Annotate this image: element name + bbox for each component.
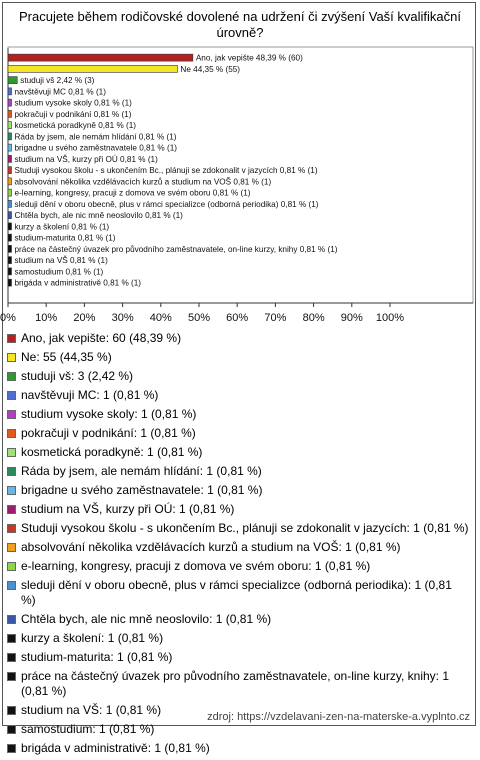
bar xyxy=(8,110,12,117)
legend-label: studium vysoke skoly: 1 (0,81 %) xyxy=(21,407,197,421)
bar-label: kurzy a školení 0,81 % (1) xyxy=(14,222,110,232)
legend-swatch xyxy=(7,581,16,590)
legend-swatch xyxy=(7,615,16,624)
legend-label: absolvování několika vzdělávacích kurzů a studium na VOŠ: 1 (0,81 %) xyxy=(21,540,401,554)
legend-swatch xyxy=(7,653,16,662)
legend-swatch xyxy=(7,706,16,715)
legend-swatch xyxy=(7,524,16,533)
bar-label: studium na VŠ, kurzy při OÚ 0,81 % (1) xyxy=(14,154,158,164)
legend-label: e-learning, kongresy, pracuji z domova ve svém oboru: 1 (0,81 %) xyxy=(21,559,371,573)
legend-item xyxy=(7,388,469,403)
bar-label: Studuji vysokou školu - s ukončením Bc., plánuji se zdokonalit v jazycích 0,81 % (1) xyxy=(14,166,318,176)
bar xyxy=(8,200,12,207)
legend-item xyxy=(7,578,469,608)
legend-label: pokračuji v podnikání: 1 (0,81 %) xyxy=(21,426,196,440)
legend-swatch xyxy=(7,672,16,681)
legend-label: kosmetická poradkyně: 1 (0,81 %) xyxy=(21,445,203,459)
legend-label: Ano, jak vepište: 60 (48,39 %) xyxy=(21,331,182,345)
x-tick-label: 40% xyxy=(149,312,172,324)
bar-chart xyxy=(0,0,480,330)
bar-label: studium-maturita 0,81 % (1) xyxy=(14,233,116,243)
legend-label: Chtěla bych, ale nic mně neoslovilo: 1 (0,81 %) xyxy=(21,612,272,626)
legend-swatch xyxy=(7,562,16,571)
legend-swatch xyxy=(7,744,16,753)
bar xyxy=(8,212,12,219)
bar xyxy=(8,99,12,106)
bar-label: Chtěla bych, ale nic mně neoslovilo 0,81 % (1) xyxy=(14,211,183,221)
legend-swatch xyxy=(7,429,16,438)
bar xyxy=(8,122,12,129)
x-tick-label: 100% xyxy=(375,312,405,324)
x-tick-label: 60% xyxy=(226,312,249,324)
legend-swatch xyxy=(7,353,16,362)
bar-label: absolvování několika vzdělávacích kurzů a studium na VOŠ 0,81 % (1) xyxy=(14,177,272,187)
bar-label: brigadne u svého zaměstnavatele 0,81 % (1) xyxy=(14,143,177,153)
x-tick-label: 0% xyxy=(0,312,16,324)
bar xyxy=(8,65,177,72)
bar-label: samostudium 0,81 % (1) xyxy=(14,267,104,277)
bar-label: studuji vš 2,42 % (3) xyxy=(20,76,95,86)
bar xyxy=(8,268,12,275)
legend-item xyxy=(7,407,469,422)
legend-swatch xyxy=(7,334,16,343)
legend-item xyxy=(7,521,469,536)
legend-item xyxy=(7,502,469,517)
bar-label: práce na částečný úvazek pro původního zaměstnavatele, on-line kurzy, knihy 0,81 % (1) xyxy=(14,244,338,254)
bar xyxy=(8,234,12,241)
legend-swatch xyxy=(7,543,16,552)
legend-swatch xyxy=(7,467,16,476)
bar xyxy=(8,133,12,140)
legend-label: studium-maturita: 1 (0,81 %) xyxy=(21,650,173,664)
bar xyxy=(8,279,12,286)
bar-label: navštěvuji MC 0,81 % (1) xyxy=(14,87,106,97)
bar xyxy=(8,223,12,230)
bar xyxy=(8,88,12,95)
bar-label: studium na VŠ 0,81 % (1) xyxy=(14,256,108,266)
legend-swatch xyxy=(7,486,16,495)
legend-swatch xyxy=(7,448,16,457)
bar-label: e-learning, kongresy, pracuji z domova ve svém oboru 0,81 % (1) xyxy=(14,188,251,198)
bar xyxy=(8,77,17,84)
legend-item xyxy=(7,650,469,665)
x-tick-label: 30% xyxy=(111,312,134,324)
legend-label: brigáda v administrativě: 1 (0,81 %) xyxy=(21,741,210,755)
bar-label: brigáda v administrativě 0,81 % (1) xyxy=(14,278,142,288)
legend-item xyxy=(7,483,469,498)
x-tick-label: 70% xyxy=(264,312,287,324)
legend-item xyxy=(7,350,469,365)
legend-item xyxy=(7,426,469,441)
legend-label: navštěvuji MC: 1 (0,81 %) xyxy=(21,388,159,402)
legend-label: sleduji dění v oboru obecně, plus v rámci specializce (odborná periodika): 1 (0,81 %) xyxy=(21,578,452,607)
legend-item xyxy=(7,445,469,460)
legend-label: Studuji vysokou školu - s ukončením Bc., plánuji se zdokonalit v jazycích: 1 (0,81 %) xyxy=(21,521,469,535)
legend-item xyxy=(7,464,469,479)
bar xyxy=(8,245,12,252)
x-tick-label: 20% xyxy=(73,312,96,324)
bar xyxy=(8,178,12,185)
bar-label: kosmetická poradkyně 0,81 % (1) xyxy=(14,121,137,131)
chart-title: Pracujete během rodičovské dovolené na udržení či zvýšení Vaší kvalifikační úrovně? xyxy=(19,9,461,40)
legend-label: samostudium: 1 (0,81 %) xyxy=(21,722,155,736)
legend-label: kurzy a školení: 1 (0,81 %) xyxy=(21,631,164,645)
legend-label: studium na VŠ: 1 (0,81 %) xyxy=(21,703,162,717)
legend-label: Ráda by jsem, ale nemám hlídání: 1 (0,81 %) xyxy=(21,464,262,478)
legend-item xyxy=(7,331,469,346)
legend-item xyxy=(7,540,469,555)
legend-item xyxy=(7,369,469,384)
bar-label: Ne 44,35 % (55) xyxy=(180,64,241,74)
source-link[interactable]: zdroj: https://vzdelavani-zen-na-materske-a.vyplnto.cz xyxy=(207,711,470,723)
bar-label: pokračuji v podnikání 0,81 % (1) xyxy=(14,109,132,119)
legend-swatch xyxy=(7,391,16,400)
x-tick-label: 10% xyxy=(35,312,58,324)
bar-label: Ano, jak vepište 48,39 % (60) xyxy=(195,53,303,63)
x-tick-label: 90% xyxy=(340,312,363,324)
bar-label: studium vysoke skoly 0,81 % (1) xyxy=(14,98,132,108)
legend-label: brigadne u svého zaměstnavatele: 1 (0,81 %) xyxy=(21,483,263,497)
bar xyxy=(8,167,12,174)
legend-item xyxy=(7,631,469,646)
legend-swatch xyxy=(7,410,16,419)
legend-swatch xyxy=(7,634,16,643)
legend-label: Ne: 55 (44,35 %) xyxy=(21,350,112,364)
bar xyxy=(8,257,12,264)
legend-label: práce na částečný úvazek pro původního zaměstnavatele, on-line kurzy, knihy: 1 (0,81 %) xyxy=(21,669,450,698)
bar xyxy=(8,155,12,162)
legend-swatch xyxy=(7,505,16,514)
legend-item xyxy=(7,741,469,756)
legend-label: studium na VŠ, kurzy při OÚ: 1 (0,81 %) xyxy=(21,502,235,516)
legend-item xyxy=(7,559,469,574)
bar-label: Ráda by jsem, ale nemám hlídání 0,81 % (1) xyxy=(14,132,177,142)
legend-swatch xyxy=(7,372,16,381)
legend-item xyxy=(7,612,469,627)
legend xyxy=(7,331,469,760)
bar-label: sleduji dění v oboru obecně, plus v rámci specializce (odborná periodika) 0,81 % (1) xyxy=(14,199,319,209)
legend-item xyxy=(7,669,469,699)
x-tick-label: 50% xyxy=(187,312,211,324)
bar xyxy=(8,54,193,61)
legend-label: studuji vš: 3 (2,42 %) xyxy=(21,369,134,383)
bar xyxy=(8,189,12,196)
x-tick-label: 80% xyxy=(302,312,325,324)
bar xyxy=(8,144,12,151)
